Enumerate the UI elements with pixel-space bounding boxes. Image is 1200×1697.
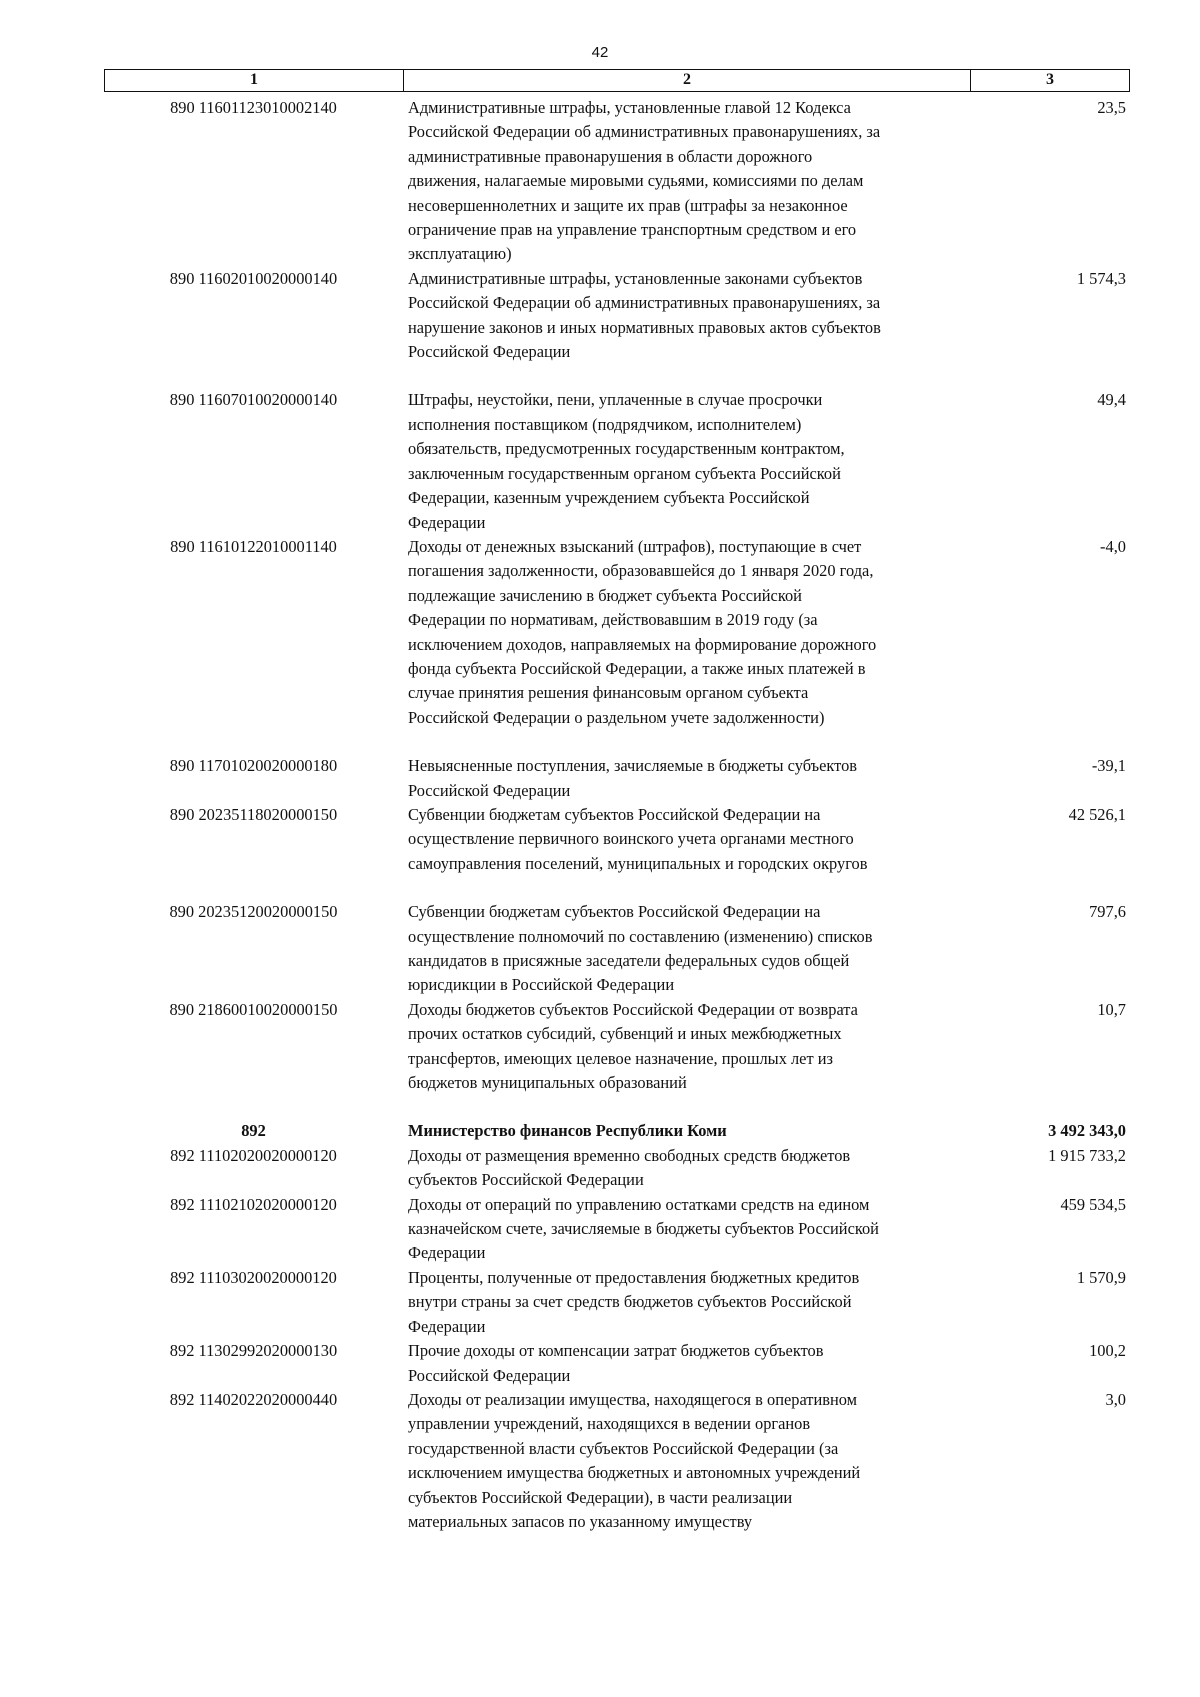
page-number: 42 (591, 44, 609, 61)
row-description (403, 754, 970, 803)
row-code: 890 20235120020000150 (169, 902, 338, 922)
ministry-code: 892 (241, 1121, 266, 1141)
description-line: Министерство финансов Республики Коми (408, 1121, 727, 1141)
row-description (403, 267, 970, 365)
description-line: подлежащие зачислению в бюджет субъекта Российской (408, 585, 802, 605)
description-line: Субвенции бюджетам субъектов Российской Федерации на (408, 804, 821, 824)
table-body (104, 96, 1130, 1534)
row-amount: 100,2 (1089, 1341, 1126, 1361)
description-line: внутри страны за счет средств бюджетов субъектов Российской (408, 1292, 852, 1312)
row-description (403, 1266, 970, 1339)
description-line: Федерации, казенным учреждением субъекта Российской (408, 488, 810, 508)
description-line: осуществление первичного воинского учета органами местного (408, 829, 854, 849)
row-code: 892 11302992020000130 (169, 1341, 338, 1361)
description-line: Доходы бюджетов субъектов Российской Федерации от возврата (408, 999, 858, 1019)
description-line: прочих остатков субсидий, субвенций и иных межбюджетных (408, 1024, 842, 1044)
description-line: заключенным государственным органом субъекта Российской (408, 463, 841, 483)
row-code: 890 11610122010001140 (170, 536, 337, 556)
description-line: Российской Федерации (408, 342, 571, 362)
header-col-3: 3 (1046, 71, 1054, 88)
description-line: Доходы от размещения временно свободных средств бюджетов (408, 1145, 851, 1165)
description-line: Федерации по нормативам, действовавшим в 2019 году (за (408, 610, 818, 630)
table-row (104, 96, 1130, 267)
row-amount: 1 574,3 (1076, 268, 1126, 288)
description-line: ограничение прав на управление транспортным средством и его (408, 220, 857, 240)
table-row (104, 1339, 1130, 1388)
description-line: бюджетов муниципальных образований (408, 1073, 687, 1093)
row-code: 892 11402022020000440 (169, 1389, 338, 1409)
description-line: Прочие доходы от компенсации затрат бюджетов субъектов (408, 1341, 824, 1361)
description-line: казначейском счете, зачисляемые в бюджеты субъектов Российской (408, 1219, 879, 1239)
description-line: Доходы от операций по управлению остатками средств на едином (408, 1194, 870, 1214)
row-description (403, 1388, 970, 1534)
description-line: погашения задолженности, образовавшейся до 1 января 2020 года, (408, 561, 874, 581)
header-col-2: 2 (404, 70, 971, 91)
description-line: Штрафы, неустойки, пени, уплаченные в случае просрочки (408, 390, 823, 410)
description-line: нарушение законов и иных нормативных правовых актов субъектов (408, 317, 881, 337)
description-line: административные правонарушения в области дорожного (408, 146, 813, 166)
ministry-name (403, 1119, 970, 1143)
description-line: государственной власти субъектов Российской Федерации (за (408, 1438, 839, 1458)
description-line: юрисдикции в Российской Федерации (408, 975, 675, 995)
description-line: исполнения поставщиком (подрядчиком, исполнителем) (408, 414, 802, 434)
table-row (104, 267, 1130, 365)
table-header (104, 69, 1130, 92)
ministry-total-row (104, 1119, 1130, 1143)
row-description (403, 1144, 970, 1193)
description-line: управлении учреждений, находящихся в ведении органов (408, 1414, 811, 1434)
description-line: Административные штрафы, установленные законами субъектов (408, 268, 863, 288)
row-description (403, 1193, 970, 1266)
row-description (403, 803, 970, 876)
description-line: осуществление полномочий по составлению (изменению) списков (408, 926, 873, 946)
row-code: 892 11103020020000120 (170, 1267, 337, 1287)
table-row (104, 900, 1130, 998)
row-amount: 42 526,1 (1068, 804, 1126, 824)
table-row (104, 754, 1130, 803)
description-line: Доходы от реализации имущества, находящегося в оперативном (408, 1389, 857, 1409)
row-amount: 3,0 (1105, 1389, 1126, 1409)
row-description (403, 998, 970, 1096)
description-line: Субвенции бюджетам субъектов Российской Федерации на (408, 902, 821, 922)
row-description (403, 96, 970, 267)
row-amount: 23,5 (1097, 98, 1126, 117)
row-amount: 459 534,5 (1060, 1194, 1126, 1214)
description-line: самоуправления поселений, муниципальных и городских округов (408, 853, 868, 873)
header-col-1: 1 (105, 70, 404, 91)
description-line: исключением доходов, направляемых на формирование дорожного (408, 634, 877, 654)
row-description (403, 1339, 970, 1388)
table-row (104, 1193, 1130, 1266)
table-row (104, 998, 1130, 1096)
row-description (403, 388, 970, 534)
description-line: кандидатов в присяжные заседатели федеральных судов общей (408, 951, 850, 970)
row-amount: 1 915 733,2 (1048, 1145, 1126, 1165)
table-row (104, 388, 1130, 534)
description-line: субъектов Российской Федерации), в части реализации (408, 1487, 793, 1507)
description-line: Российской Федерации об административных правонарушениях, за (408, 293, 881, 313)
row-amount: 797,6 (1089, 902, 1126, 922)
description-line: несовершеннолетних и защите их прав (штрафы за незаконное (408, 195, 848, 215)
row-amount: -4,0 (1100, 536, 1126, 556)
description-line: субъектов Российской Федерации (408, 1170, 644, 1190)
table-row (104, 803, 1130, 876)
description-line: Российской Федерации о раздельном учете задолженности) (408, 707, 825, 727)
table-row (104, 1144, 1130, 1193)
row-code: 890 11701020020000180 (169, 756, 338, 776)
row-amount: 1 570,9 (1076, 1267, 1126, 1287)
description-line: трансфертов, имеющих целевое назначение, прошлых лет из (408, 1048, 833, 1068)
description-line: материальных запасов по указанному имуществу (408, 1511, 753, 1531)
row-code: 890 11607010020000140 (169, 390, 338, 410)
row-code: 890 11602010020000140 (169, 268, 338, 288)
row-code: 890 11601123010002140 (170, 98, 337, 117)
row-amount: 49,4 (1097, 390, 1126, 410)
description-line: Российской Федерации (408, 1365, 571, 1385)
description-line: Административные штрафы, установленные главой 12 Кодекса (408, 98, 851, 117)
description-line: Федерации (408, 1316, 486, 1336)
ministry-total-amount: 3 492 343,0 (1048, 1121, 1126, 1141)
description-line: исключением имущества бюджетных и автономных учреждений (408, 1463, 861, 1483)
description-line: Российской Федерации (408, 780, 571, 800)
description-line: фонда субъекта Российской Федерации, а также иных платежей в (408, 658, 866, 678)
table-row (104, 1266, 1130, 1339)
row-code: 892 11102020020000120 (170, 1145, 337, 1165)
description-line: Российской Федерации об административных правонарушениях, за (408, 122, 881, 142)
table-row (104, 1388, 1130, 1534)
description-line: обязательств, предусмотренных государственным контрактом, (408, 439, 845, 459)
row-description (403, 535, 970, 730)
description-line: Доходы от денежных взысканий (штрафов), поступающие в счет (408, 536, 862, 556)
description-line: движения, налагаемые мировыми судьями, комиссиями по делам (408, 171, 864, 191)
row-code: 890 21860010020000150 (169, 999, 338, 1019)
row-amount: -39,1 (1091, 756, 1126, 776)
description-line: Проценты, полученные от предоставления бюджетных кредитов (408, 1267, 860, 1287)
row-description (403, 900, 970, 998)
row-code: 890 20235118020000150 (169, 804, 338, 824)
description-line: эксплуатацию) (408, 244, 512, 264)
row-amount: 10,7 (1097, 999, 1126, 1019)
description-line: Федерации (408, 1243, 486, 1263)
description-line: Федерации (408, 512, 486, 532)
table-row (104, 535, 1130, 730)
row-code: 892 11102102020000120 (170, 1194, 337, 1214)
description-line: случае принятия решения финансовым органом субъекта (408, 683, 809, 703)
description-line: Невыясненные поступления, зачисляемые в бюджеты субъектов (408, 756, 858, 776)
